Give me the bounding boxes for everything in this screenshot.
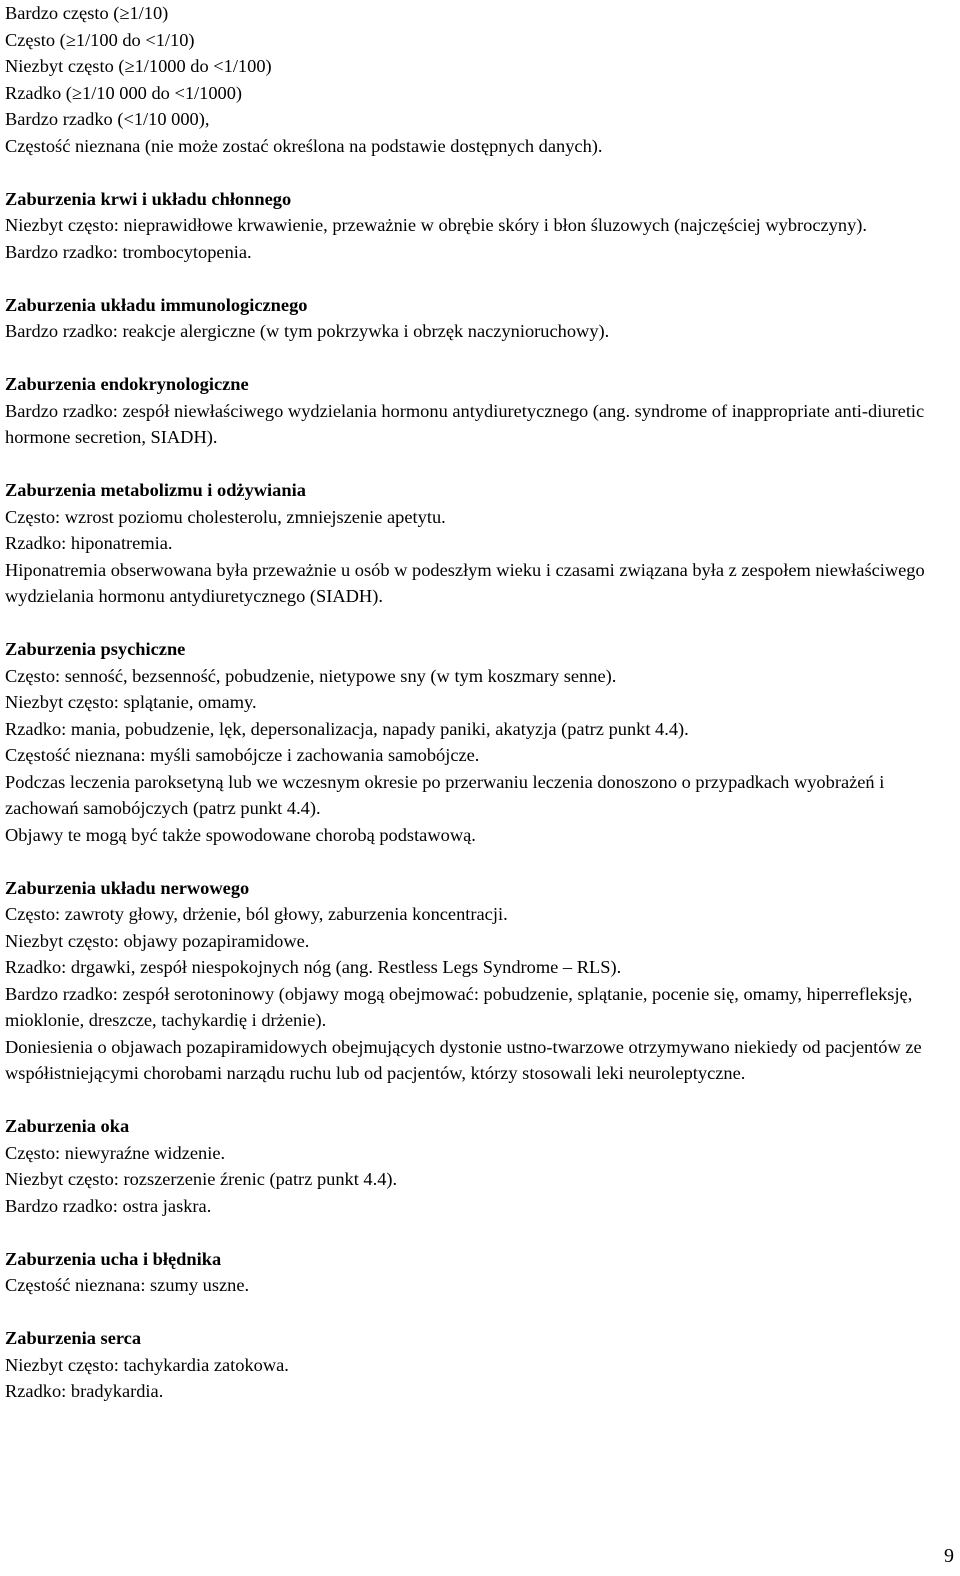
section-text: Rzadko: bradykardia. [5,1381,164,1401]
section-text: Niezbyt często: tachykardia zatokowa. [5,1354,289,1375]
section-text: Objawy te mogą być także spowodowane chorobą podstawową. [5,824,476,845]
section-text: Bardzo rzadko: zespół serotoninowy (objawy mogą obejmować: pobudzenie, splątanie, pocenie się, omamy, hiperrefleksję, mioklonie, dreszcze, tachykardię i drżenie). [5,983,913,1030]
section-text: Częstość nieznana: szumy uszne. [5,1275,250,1295]
frequency-item: Często (≥1/100 do <1/10) [5,29,195,50]
section-text: Bardzo rzadko: ostra jaskra. [5,1195,212,1216]
section-text: Hiponatremia obserwowana była przeważnie u osób w podeszłym wieku i czasami związana była z zespołem niewłaściwego wydzielania hormonu antydiuretycznego (SIADH). [5,559,925,606]
frequency-item: Rzadko (≥1/10 000 do <1/1000) [5,82,243,103]
section-text: Niezbyt często: rozszerzenie źrenic (patrz punkt 4.4). [5,1169,398,1189]
section-text: Niezbyt często: splątanie, omamy. [5,692,257,712]
section-heading: Zaburzenia układu immunologicznego [5,294,308,315]
section-heading: Zaburzenia psychiczne [5,639,186,659]
frequency-item: Częstość nieznana (nie może zostać określona na podstawie dostępnych danych). [5,135,603,156]
frequency-item: Niezbyt często (≥1/1000 do <1/100) [5,56,272,76]
section-text: Częstość nieznana: myśli samobójcze i zachowania samobójcze. [5,745,480,765]
section-text: Często: zawroty głowy, drżenie, ból głowy, zaburzenia koncentracji. [5,904,508,924]
section-heading: Zaburzenia endokrynologiczne [5,374,249,394]
frequency-item: Bardzo rzadko (<1/10 000), [5,109,210,129]
section-text: Niezbyt często: objawy pozapiramidowe. [5,930,310,951]
section-heading: Zaburzenia metabolizmu i odżywiania [5,480,306,500]
section-heading: Zaburzenia serca [5,1328,142,1348]
section-metabolism [5,477,955,610]
document-page [5,0,955,1405]
section-heading: Zaburzenia oka [5,1116,130,1136]
section-eye [5,1113,955,1219]
section-nervous-system [5,875,955,1087]
section-text: Doniesienia o objawach pozapiramidowych obejmujących dystonie ustno-twarzowe otrzymywano niekiedy od pacjentów ze współistniejącymi chorobami narządu ruchu lub od pacjentów, którzy stosowali leki neuroleptyczne. [5,1036,922,1083]
section-text: Często: niewyraźne widzenie. [5,1142,226,1163]
section-cardiac [5,1325,955,1405]
section-psychiatric [5,636,955,848]
section-text: Podczas leczenia paroksetyną lub we wczesnym okresie po przerwaniu leczenia donoszono o przypadkach wyobrażeń i zachowań samobójczych (patrz punkt 4.4). [5,771,885,818]
section-text: Bardzo rzadko: reakcje alergiczne (w tym pokrzywka i obrzęk naczynioruchowy). [5,321,610,341]
section-text: Niezbyt często: nieprawidłowe krwawienie, przeważnie w obrębie skóry i błon śluzowych (najczęściej wybroczyny). [5,215,867,235]
section-heading: Zaburzenia układu nerwowego [5,877,250,898]
section-text: Rzadko: mania, pobudzenie, lęk, depersonalizacja, napady paniki, akatyzja (patrz punkt 4.4). [5,718,689,739]
section-immune [5,292,955,345]
section-text: Bardzo rzadko: trombocytopenia. [5,241,252,262]
section-text: Bardzo rzadko: zespół niewłaściwego wydzielania hormonu antydiuretycznego (ang. syndrome of inappropriate anti-diuretic hormone secretion, SIADH). [5,400,925,447]
section-text: Rzadko: drgawki, zespół niespokojnych nóg (ang. Restless Legs Syndrome – RLS). [5,957,622,977]
frequency-item: Bardzo często (≥1/10) [5,3,169,23]
section-heading: Zaburzenia krwi i układu chłonnego [5,188,292,209]
section-text: Często: senność, bezsenność, pobudzenie, nietypowe sny (w tym koszmary senne). [5,665,617,686]
page-number: 9 [944,1545,954,1567]
section-text: Często: wzrost poziomu cholesterolu, zmniejszenie apetytu. [5,506,446,527]
frequency-list [5,0,955,159]
section-blood-lymphatic [5,186,955,266]
section-text: Rzadko: hiponatremia. [5,533,173,553]
section-endocrine [5,371,955,451]
section-ear [5,1246,955,1299]
section-heading: Zaburzenia ucha i błędnika [5,1248,222,1269]
